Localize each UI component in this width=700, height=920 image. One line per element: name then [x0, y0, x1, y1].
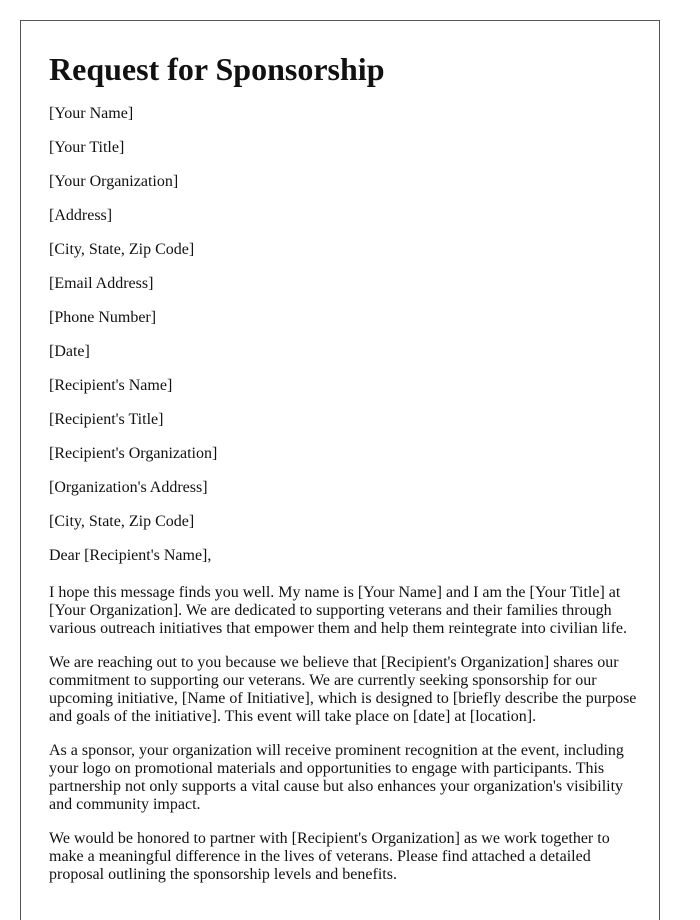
sender-name: [Your Name] — [49, 105, 134, 122]
recipient-name: [Recipient's Name] — [49, 377, 173, 394]
address-block — [49, 105, 639, 581]
recipient-title: [Recipient's Title] — [49, 411, 164, 428]
sender-title: [Your Title] — [49, 139, 125, 156]
sender-address: [Address] — [49, 207, 113, 224]
sender-city-state-zip: [City, State, Zip Code] — [49, 241, 195, 258]
salutation: Dear [Recipient's Name], — [49, 547, 212, 564]
recipient-city-state-zip: [City, State, Zip Code] — [49, 513, 195, 530]
letter-date: [Date] — [49, 343, 90, 360]
recipient-organization: [Recipient's Organization] — [49, 445, 218, 462]
sender-email: [Email Address] — [49, 275, 154, 292]
body-paragraph: We would be honored to partner with [Recipient's Organization] as we work together to make a meaningful difference in the lives of veterans. Please find attached a detailed proposal outlining the sponsorship levels and benefits. — [49, 830, 610, 883]
body-paragraph: We are reaching out to you because we believe that [Recipient's Organization] shares our commitment to supporting our veterans. We are currently seeking sponsorship for our upcoming initiative, [Name of Initiative], which is designed to [briefly describe the purpose and goals of the initiative]. This event will take place on [date] at [location]. — [49, 654, 637, 725]
body-paragraph: I hope this message finds you well. My name is [Your Name] and I am the [Your Title] at [Your Organization]. We are dedicated to supporting veterans and their families through various outreach initiatives that empower them and help them reintegrate into civilian life. — [49, 584, 628, 637]
letter-body — [49, 584, 639, 900]
letter-title: Request for Sponsorship — [49, 51, 385, 87]
sender-phone: [Phone Number] — [49, 309, 157, 326]
body-paragraph: As a sponsor, your organization will receive prominent recognition at the event, including your logo on promotional materials and opportunities to engage with participants. This partnership not only supports a vital cause but also enhances your organization's visibility and community impact. — [49, 742, 624, 813]
sender-organization: [Your Organization] — [49, 173, 179, 190]
letter-page — [20, 20, 660, 920]
recipient-address: [Organization's Address] — [49, 479, 208, 496]
